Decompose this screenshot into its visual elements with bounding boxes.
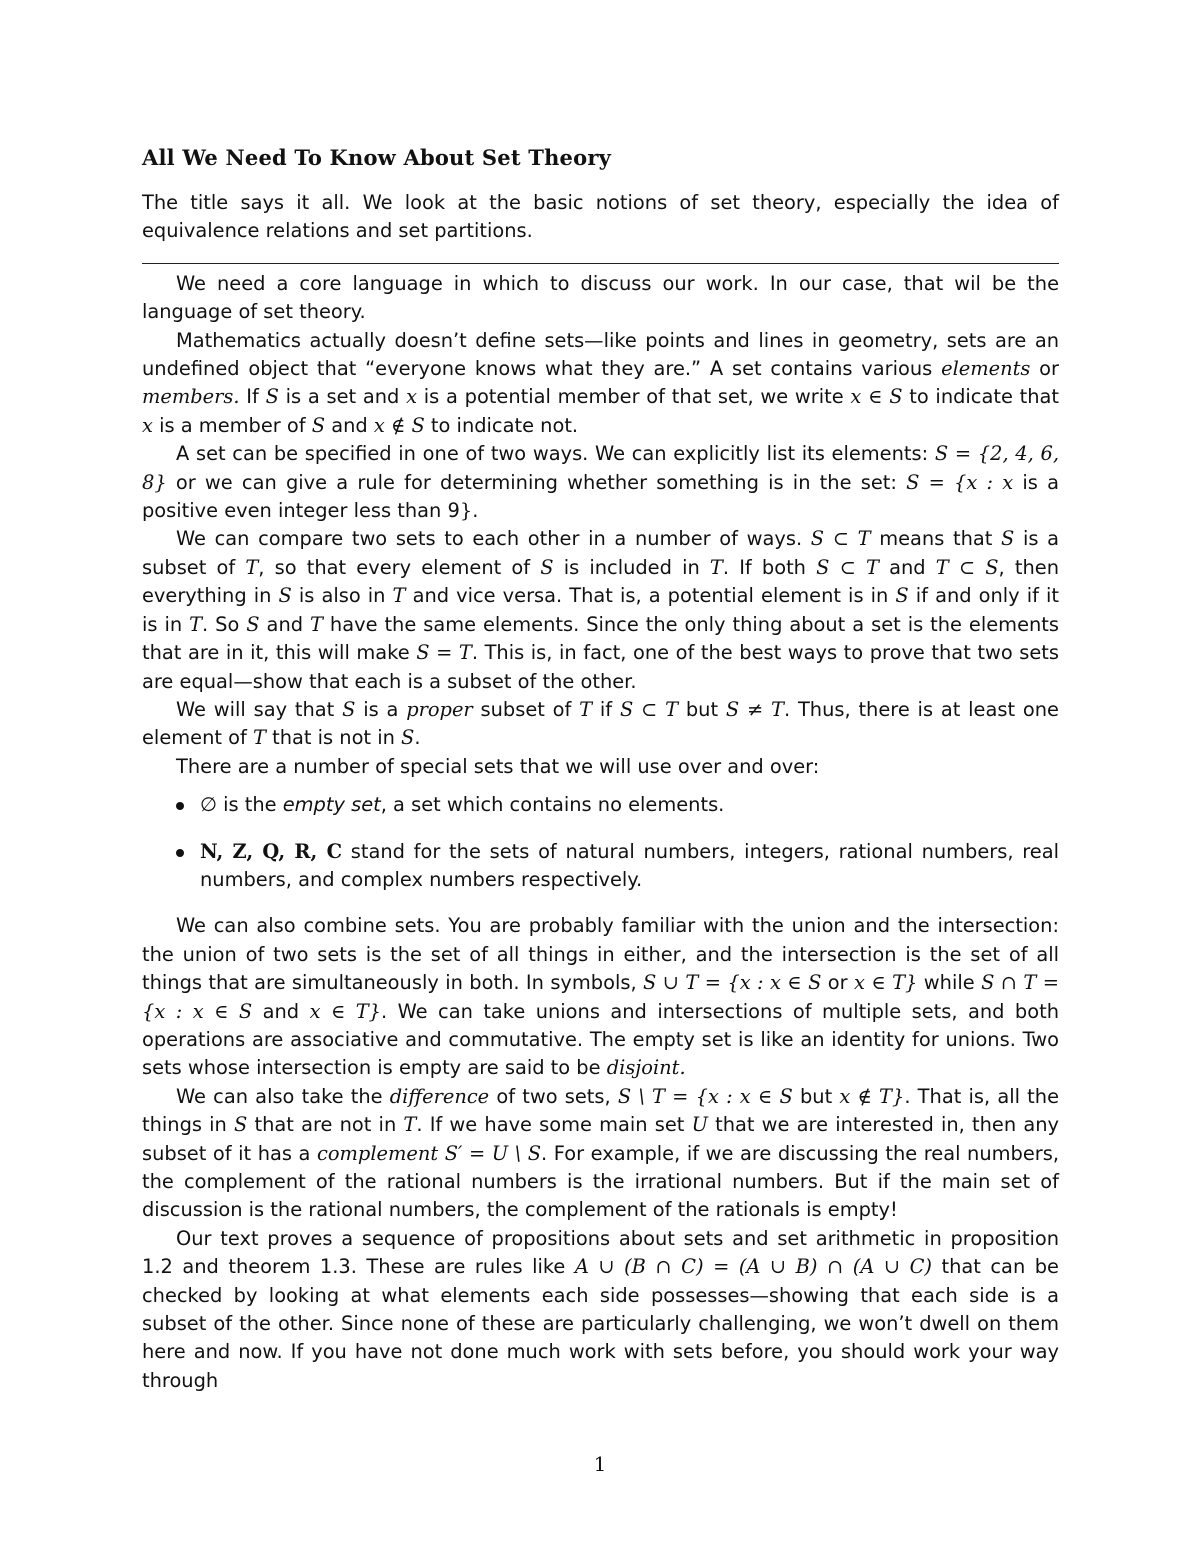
paragraph-3: A set can be specified in one of two ways. We can explicitly list its elements: S = {2, 4, 6, 8} or we can give a rule for determining whether something is in the set: S = {x : x is a positive even integer less than 9}. xyxy=(142,442,1059,523)
page-number: 1 xyxy=(593,1452,607,1476)
horizontal-rule xyxy=(142,263,1059,264)
paragraph-6: There are a number of special sets that we will use over and over: xyxy=(176,754,820,778)
list-item: N, Z, Q, R, C stand for the sets of natural numbers, integers, rational numbers, real numbers, and complex numbers respectively. xyxy=(142,838,1059,895)
bullet-icon xyxy=(176,802,184,810)
body-text xyxy=(142,270,1059,1395)
paragraph-7: We can also combine sets. You are probably familiar with the union and the intersection: the union of two sets is the set of all things in either, and the intersection is the set of all things that are simultaneously in both. In symbols, S ∪ T = {x : x ∈ S or x ∈ T} while S ∩ T = {x : x ∈ S and x ∈ T}. We can take unions and intersections of multiple sets, and both operations are associative and commutative. The empty set is like an identity for unions. Two sets whose intersection is empty are said to be disjoint. xyxy=(142,914,1059,1080)
document-title: All We Need To Know About Set Theory xyxy=(142,145,611,170)
paragraph-2: Mathematics actually doesn’t define sets—like points and lines in geometry, sets are an undefined object that “everyone knows what they are.” A set contains various elements or members. If S is a set and x is a potential member of that set, we write x ∈ S to indicate that x is a member of S and x ∉ S to indicate not. xyxy=(142,328,1060,437)
bullet-icon xyxy=(176,849,184,857)
paragraph-4: We can compare two sets to each other in a number of ways. S ⊂ T means that S is a subset of T, so that every element of S is included in T. If both S ⊂ T and T ⊂ S, then everything in S is also in T and vice versa. That is, a potential element is in S if and only if it is in T. So S and T have the same elements. Since the only thing about a set is the elements that are in it, this will make S = T. This is, in fact, one of the best ways to prove that two sets are equal—show that each is a subset of the other. xyxy=(142,527,1060,693)
abstract: The title says it all. We look at the basic notions of set theory, especially the idea of equivalence relations and set partitions. xyxy=(142,191,1059,243)
paragraph-8: We can also take the difference of two sets, S \ T = {x : x ∈ S but x ∉ T}. That is, all the things in S that are not in T. If we have some main set U that we are interested in, then any subset of it has a complement S′ = U \ S. For example, if we are discussing the real numbers, the complement of the rational numbers is the irrational numbers. But if the main set of discussion is the rational numbers, the complement of the rationals is empty! xyxy=(142,1084,1060,1222)
page-content xyxy=(142,138,1059,1395)
list-item: ∅ is the empty set, a set which contains no elements. xyxy=(142,791,1059,819)
paragraph-5: We will say that S is a proper subset of T if S ⊂ T but S ≠ T. Thus, there is at least one element of T that is not in S. xyxy=(142,697,1059,750)
special-sets-list xyxy=(142,791,1059,894)
paragraph-1: We need a core language in which to discuss our work. In our case, that wil be the language of set theory. xyxy=(142,271,1059,324)
paragraph-9: Our text proves a sequence of propositions about sets and set arithmetic in proposition 1.2 and theorem 1.3. These are rules like A ∪ (B ∩ C) = (A ∪ B) ∩ (A ∪ C) that can be checked by looking at what elements each side possesses—showing that each side is a subset of the other. Since none of these are particularly challenging, we won’t dwell on them here and now. If you have not done much work with sets before, you should work your way through xyxy=(142,1226,1059,1392)
